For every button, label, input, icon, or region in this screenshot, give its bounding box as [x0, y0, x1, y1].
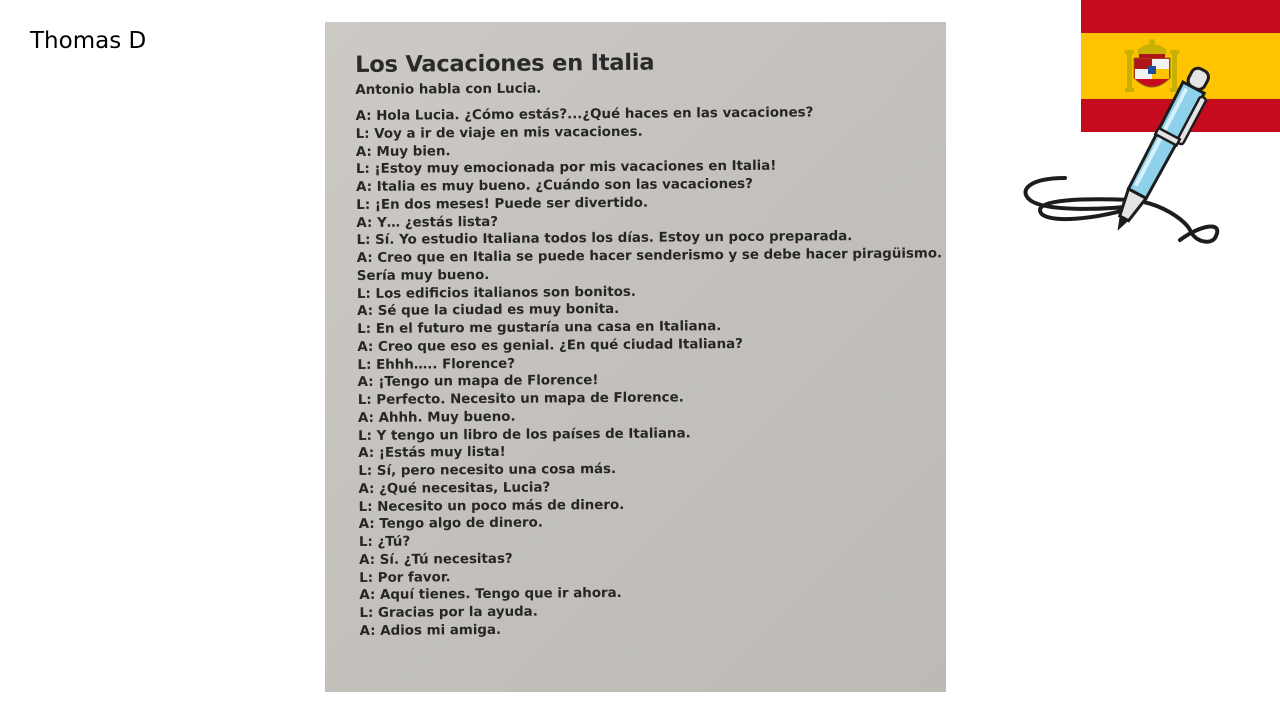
dialogue-line: Sería muy bueno.: [356, 267, 490, 284]
document-title: Los Vacaciones en Italia: [355, 49, 655, 78]
dialogue-line: A: Y… ¿estás lista?: [356, 214, 499, 231]
dialogue-line: L: ¡Estoy muy emocionada por mis vacaciones en Italia!: [355, 158, 777, 178]
dialogue-line: L: Y tengo un libro de los países de Italiana.: [358, 425, 691, 444]
worksheet-photo: [325, 22, 946, 692]
dialogue-line: A: ¿Qué necesitas, Lucia?: [358, 480, 551, 497]
pen-icon: [1020, 60, 1230, 270]
dialogue-line: A: Hola Lucia. ¿Cómo estás?...¿Qué haces en las vacaciones?: [355, 105, 814, 124]
dialogue-line: A: Sí. ¿Tú necesitas?: [358, 551, 513, 568]
dialogue-line: L: Los edificios italianos son bonitos.: [356, 284, 637, 302]
dialogue-line: A: ¡Estás muy lista!: [358, 445, 506, 462]
dialogue-line: L: Ehhh….. Florence?: [357, 356, 516, 373]
dialogue-line: L: En el futuro me gustaría una casa en Italiana.: [357, 319, 722, 337]
dialogue-line: A: Muy bien.: [355, 143, 451, 160]
dialogue-line: L: Sí. Yo estudio Italiana todos los días. Estoy un poco preparada.: [356, 229, 853, 249]
dialogue-line: L: Perfecto. Necesito un mapa de Florence.: [357, 390, 684, 408]
dialogue-line: L: Por favor.: [359, 569, 451, 586]
dialogue-line: L: ¡En dos meses! Puede ser divertido.: [356, 195, 649, 213]
dialogue-line: A: Italia es muy bueno. ¿Cuándo son las vacaciones?: [356, 176, 753, 195]
document-subtitle: Antonio habla con Lucia.: [355, 81, 542, 98]
dialogue-line: A: Ahhh. Muy bueno.: [357, 409, 516, 426]
dialogue-line: A: Adios mi amiga.: [359, 622, 502, 639]
worksheet-page: [355, 39, 946, 640]
author-name: Thomas D: [30, 28, 147, 54]
dialogue-list: [356, 103, 946, 640]
dialogue-line: A: Creo que en Italia se puede hacer senderismo y se debe hacer piragüismo.: [356, 246, 943, 266]
dialogue-line: A: Aquí tienes. Tengo que ir ahora.: [359, 586, 622, 604]
dialogue-line: A: Sé que la ciudad es muy bonita.: [357, 302, 620, 320]
dialogue-line: L: ¿Tú?: [358, 534, 411, 550]
dialogue-line: A: ¡Tengo un mapa de Florence!: [357, 373, 599, 391]
dialogue-line: L: Gracias por la ayuda.: [359, 604, 538, 621]
dialogue-line: A: Creo que eso es genial. ¿En qué ciudad Italiana?: [357, 336, 743, 355]
dialogue-line: L: Voy a ir de viaje en mis vacaciones.: [355, 124, 643, 142]
dialogue-line: A: Tengo algo de dinero.: [358, 515, 543, 533]
dialogue-line: L: Necesito un poco más de dinero.: [358, 497, 625, 515]
dialogue-line: L: Sí, pero necesito una cosa más.: [358, 461, 617, 479]
